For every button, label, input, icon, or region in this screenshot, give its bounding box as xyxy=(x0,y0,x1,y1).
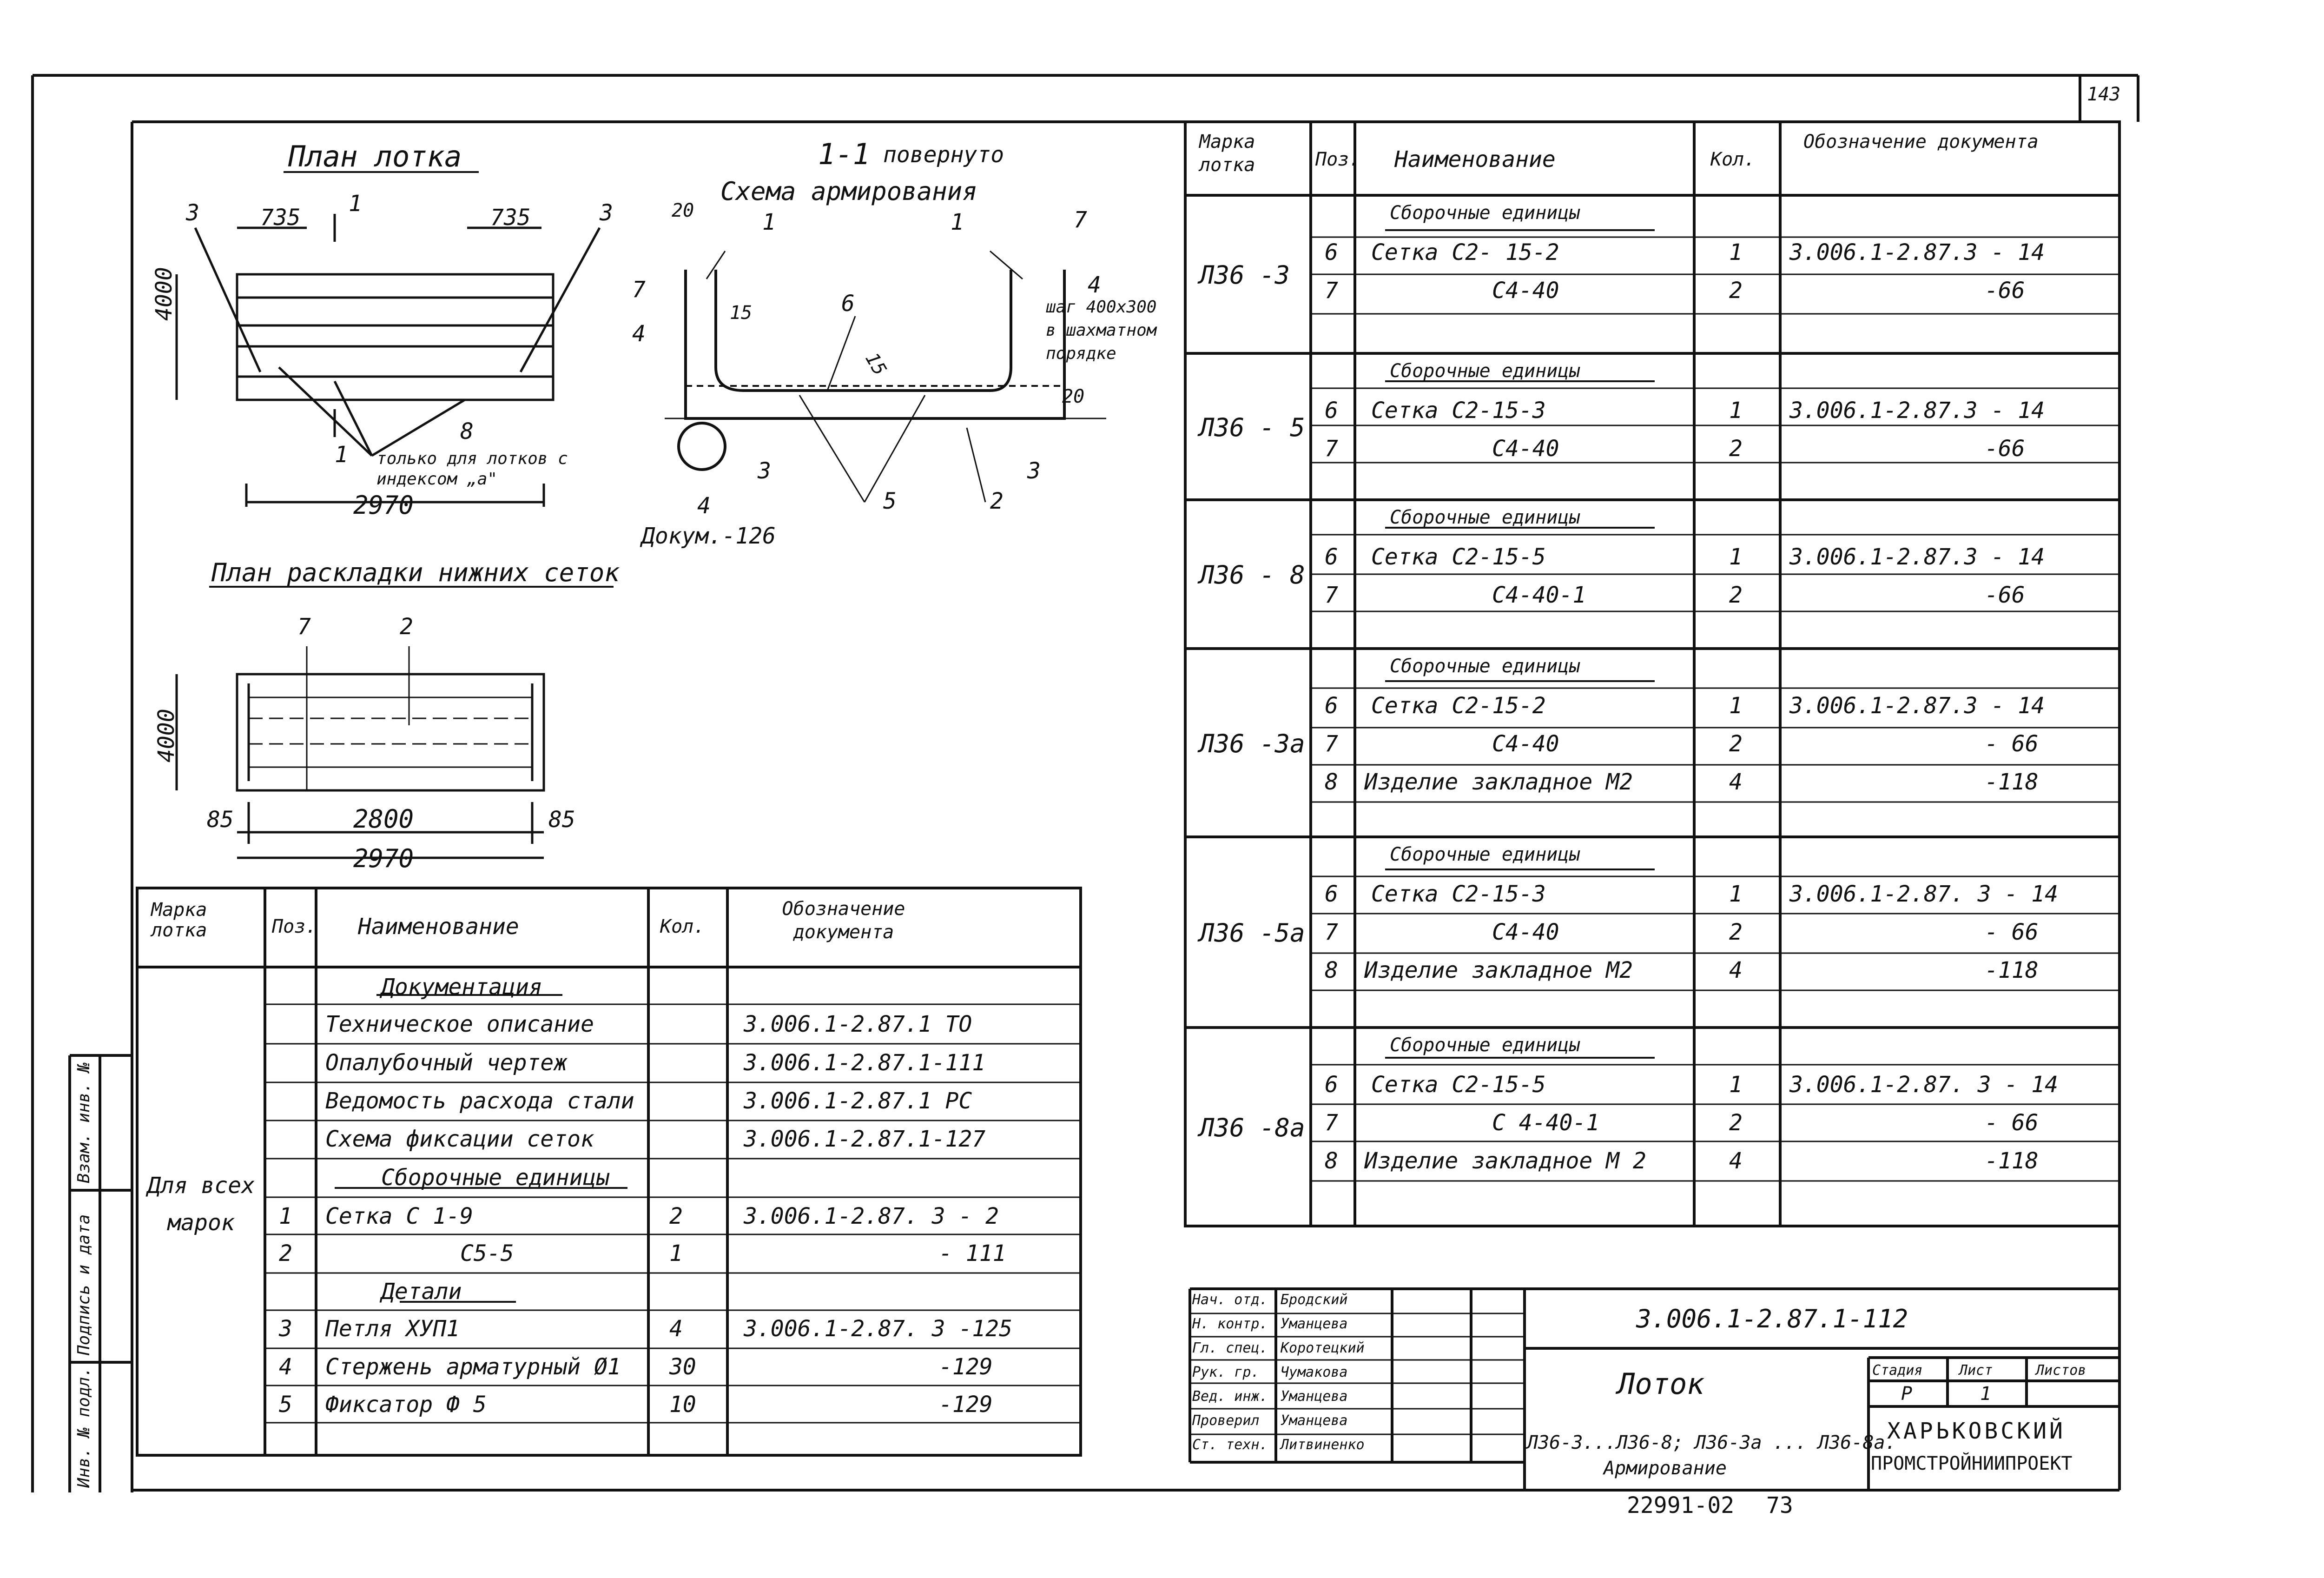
right-row-name: Изделие закладное М2 xyxy=(1364,769,1633,795)
plan-callout-3-right: 3 xyxy=(600,200,613,226)
right-row-doc: - 66 xyxy=(1985,919,2039,945)
right-row-pos: 6 xyxy=(1325,239,1338,265)
right-row-doc: 3.006.1-2.87. 3 - 14 xyxy=(1789,1072,2058,1098)
right-group-mark: Л36 - 8 xyxy=(1199,560,1305,590)
stamp-stage: Р xyxy=(1901,1383,1913,1405)
section-dim-15-mid: 15 xyxy=(861,349,891,379)
right-row-qty: 1 xyxy=(1729,693,1743,719)
left-row-doc: -129 xyxy=(939,1392,993,1418)
right-row-name: С4-40-1 xyxy=(1492,582,1586,608)
right-group-mark: Л36 -8а xyxy=(1199,1113,1305,1142)
right-row-pos: 6 xyxy=(1325,693,1338,719)
plan-callout-3-left: 3 xyxy=(186,200,199,226)
right-row-name: С4-40 xyxy=(1492,919,1559,945)
right-row-qty: 2 xyxy=(1729,731,1743,757)
stamp-person-role: Н. контр. xyxy=(1192,1316,1268,1332)
left-row-name: Опалубочный чертеж xyxy=(325,1050,568,1076)
right-group-mark: Л36 -5а xyxy=(1199,918,1305,948)
left-row-section-heading: Детали xyxy=(381,1279,462,1305)
left-table-header-mark: Марка лотка xyxy=(151,899,207,941)
right-row-pos: 8 xyxy=(1325,1148,1338,1174)
stamp-stage-header: Стадия xyxy=(1872,1362,1923,1379)
stamp-person-name: Уманцева xyxy=(1281,1388,1348,1405)
stamp-person-name: Бродский xyxy=(1281,1292,1348,1308)
plan-dim-735-left: 735 xyxy=(260,205,301,231)
stamp-person-role: Рук. гр. xyxy=(1192,1364,1260,1380)
side-stamp-sign: Подпись и дата xyxy=(74,1214,93,1355)
plan-dim-735-right: 735 xyxy=(490,205,531,231)
left-row-doc: 3.006.1-2.87.1-127 xyxy=(744,1126,986,1152)
layout-dim-2970: 2970 xyxy=(353,844,414,873)
right-row-pos: 7 xyxy=(1325,278,1338,304)
left-row-name: Петля ХУП1 xyxy=(325,1316,460,1342)
plan-cut-mark-top: 1 xyxy=(349,191,362,217)
right-group-subheading: Сборочные единицы xyxy=(1390,360,1580,382)
stamp-title: Лоток xyxy=(1618,1367,1704,1401)
right-row-name: Сетка С2-15-5 xyxy=(1371,544,1546,570)
layout-title: План раскладки нижних сеток xyxy=(211,558,620,587)
section-callout-7-left: 7 xyxy=(632,277,646,303)
right-row-doc: - 66 xyxy=(1985,731,2039,757)
right-row-name: Сетка С2-15-3 xyxy=(1371,398,1546,424)
right-row-name: С4-40 xyxy=(1492,436,1559,462)
left-row-name: Стержень арматурный Ø1 xyxy=(325,1354,621,1380)
stamp-person-name: Уманцева xyxy=(1281,1316,1348,1332)
right-table-header-doc: Обозначение документа xyxy=(1803,131,2039,152)
stamp-person-role: Вед. инж. xyxy=(1192,1388,1268,1405)
right-row-qty: 4 xyxy=(1729,769,1743,795)
left-row-pos: 5 xyxy=(279,1392,292,1418)
section-callout-4-left: 4 xyxy=(632,321,646,347)
right-row-pos: 8 xyxy=(1325,769,1338,795)
layout-callout-2: 2 xyxy=(400,614,413,640)
section-callout-3-left: 3 xyxy=(758,458,771,484)
right-row-qty: 4 xyxy=(1729,1148,1743,1174)
right-row-doc: 3.006.1-2.87.3 - 14 xyxy=(1789,693,2045,719)
section-title-rotated: повернуто xyxy=(883,142,1004,168)
right-row-doc: -66 xyxy=(1985,436,2025,462)
stamp-sheet-header: Лист xyxy=(1959,1362,1993,1379)
stamp-subtitle-reinforcement: Армирование xyxy=(1604,1458,1727,1479)
layout-dim-4000: 4000 xyxy=(153,709,179,762)
left-row-doc: 3.006.1-2.87.1-111 xyxy=(744,1050,986,1076)
section-callout-1-right: 1 xyxy=(951,209,964,235)
right-group-mark: Л36 -3а xyxy=(1199,729,1305,758)
stamp-person-role: Гл. спец. xyxy=(1192,1340,1268,1356)
right-row-qty: 2 xyxy=(1729,1110,1743,1136)
left-row-doc: -129 xyxy=(939,1354,993,1380)
right-group-subheading: Сборочные единицы xyxy=(1390,202,1580,224)
footer-number: 22991-02 xyxy=(1627,1492,1735,1518)
section-title-number: 1-1 xyxy=(818,137,870,171)
section-callout-3-right: 3 xyxy=(1027,458,1041,484)
stamp-subtitle-marks: Л36-3...Л36-8; Л36-3а ... Л36-8а. xyxy=(1527,1432,1896,1453)
sheet-number: 143 xyxy=(2087,84,2121,105)
left-row-doc: - 111 xyxy=(939,1240,1006,1266)
stamp-person-name: Уманцева xyxy=(1281,1412,1348,1429)
side-stamp-inv: Инв. № подл. xyxy=(74,1366,93,1488)
left-table-group-all: Для всех марок xyxy=(147,1173,255,1236)
section-step-note-3: порядке xyxy=(1046,344,1116,363)
left-row-doc: 3.006.1-2.87.1 РС xyxy=(744,1088,972,1114)
left-table-header-doc: Обозначение документа xyxy=(782,898,905,943)
left-row-pos: 4 xyxy=(279,1354,292,1380)
right-row-pos: 6 xyxy=(1325,544,1338,570)
left-row-name: Схема фиксации сеток xyxy=(325,1126,594,1152)
section-title-scheme: Схема армирования xyxy=(720,177,977,206)
section-step-note-2: в шахматном xyxy=(1046,321,1157,340)
right-row-doc: 3.006.1-2.87.3 - 14 xyxy=(1789,398,2045,424)
right-row-pos: 6 xyxy=(1325,398,1338,424)
right-row-name: Сетка С2-15-3 xyxy=(1371,881,1546,907)
left-row-pos: 2 xyxy=(279,1240,292,1266)
stamp-person-role: Нач. отд. xyxy=(1192,1292,1268,1308)
stamp-sheets-header: Листов xyxy=(2036,1362,2086,1379)
plan-dim-2970: 2970 xyxy=(353,491,414,520)
stamp-org-2: ПРОМСТРОЙНИИПРОЕКТ xyxy=(1871,1453,2073,1474)
stamp-person-name: Коротецкий xyxy=(1281,1340,1365,1356)
footer-page: 73 xyxy=(1766,1492,1793,1518)
side-stamp-replace: Взам. инв. № xyxy=(74,1062,93,1183)
left-row-doc: 3.006.1-2.87. 3 -125 xyxy=(744,1316,1012,1342)
right-row-pos: 7 xyxy=(1325,582,1338,608)
left-row-qty: 10 xyxy=(669,1392,696,1418)
right-row-doc: -118 xyxy=(1985,769,2039,795)
right-row-name: С4-40 xyxy=(1492,731,1559,757)
stamp-code: 3.006.1-2.87.1-112 xyxy=(1636,1304,1908,1333)
left-row-qty: 2 xyxy=(669,1203,683,1229)
left-row-section-heading: Сборочные единицы xyxy=(381,1165,610,1191)
right-row-doc: -66 xyxy=(1985,582,2025,608)
left-row-name: Ведомость расхода стали xyxy=(325,1088,634,1114)
left-table-header-name: Наименование xyxy=(358,914,519,940)
right-group-subheading: Сборочные единицы xyxy=(1390,656,1580,677)
right-row-qty: 2 xyxy=(1729,436,1743,462)
right-table-header-name: Наименование xyxy=(1394,146,1556,172)
right-row-qty: 1 xyxy=(1729,1072,1743,1098)
right-row-qty: 2 xyxy=(1729,919,1743,945)
right-row-doc: -66 xyxy=(1985,278,2025,304)
right-row-qty: 1 xyxy=(1729,544,1743,570)
left-row-doc: 3.006.1-2.87.1 ТО xyxy=(744,1011,972,1037)
section-dim-20-top: 20 xyxy=(672,200,694,221)
section-callout-7-right: 7 xyxy=(1074,207,1087,233)
left-row-pos: 3 xyxy=(279,1316,292,1342)
stamp-person-role: Ст. техн. xyxy=(1192,1437,1268,1453)
right-row-doc: - 66 xyxy=(1985,1110,2039,1136)
left-row-name: Сетка С 1-9 xyxy=(325,1203,473,1229)
right-row-name: Сетка С2- 15-2 xyxy=(1371,239,1559,265)
section-callout-4-bottom: 4 xyxy=(697,493,711,519)
right-row-name: Изделие закладное М2 xyxy=(1364,957,1633,983)
stamp-person-role: Проверил xyxy=(1192,1412,1260,1429)
right-row-pos: 7 xyxy=(1325,919,1338,945)
right-row-qty: 1 xyxy=(1729,881,1743,907)
section-callout-1-left: 1 xyxy=(762,209,776,235)
right-row-pos: 7 xyxy=(1325,731,1338,757)
right-table-header-mark: Марка лотка xyxy=(1199,131,1255,176)
left-row-section-heading: Документация xyxy=(381,974,542,1000)
left-row-name: Фиксатор Ф 5 xyxy=(325,1392,487,1418)
right-group-subheading: Сборочные единицы xyxy=(1390,1034,1580,1056)
left-row-name: Техническое описание xyxy=(325,1011,594,1037)
left-row-qty: 30 xyxy=(669,1354,696,1380)
right-row-name: Сетка С2-15-5 xyxy=(1371,1072,1546,1098)
section-dim-15-left: 15 xyxy=(730,302,753,324)
right-row-pos: 7 xyxy=(1325,1110,1338,1136)
layout-dim-2800: 2800 xyxy=(353,804,414,834)
stamp-sheet: 1 xyxy=(1980,1383,1992,1405)
section-dim-20-right: 20 xyxy=(1062,386,1085,407)
right-row-name: С 4-40-1 xyxy=(1492,1110,1600,1136)
right-table-header-qty: Кол. xyxy=(1710,149,1756,170)
layout-dim-85-right: 85 xyxy=(548,807,575,833)
right-row-qty: 2 xyxy=(1729,582,1743,608)
right-row-doc: -118 xyxy=(1985,1148,2039,1174)
section-step-note-1: шаг 400х300 xyxy=(1046,298,1157,317)
left-row-name: С5-5 xyxy=(460,1240,514,1266)
right-group-subheading: Сборочные единицы xyxy=(1390,507,1580,528)
right-row-pos: 6 xyxy=(1325,1072,1338,1098)
right-row-name: С4-40 xyxy=(1492,278,1559,304)
plan-note: только для лотков с индексом „а" xyxy=(376,449,568,489)
layout-callout-7: 7 xyxy=(297,614,311,640)
section-callout-5: 5 xyxy=(883,488,897,514)
left-row-qty: 4 xyxy=(669,1316,683,1342)
right-row-qty: 2 xyxy=(1729,278,1743,304)
right-row-qty: 4 xyxy=(1729,957,1743,983)
plan-title: План лотка xyxy=(288,139,462,173)
right-group-mark: Л36 - 5 xyxy=(1199,412,1305,442)
plan-callout-8: 8 xyxy=(460,418,474,444)
right-group-subheading: Сборочные единицы xyxy=(1390,844,1580,865)
right-group-mark: Л36 -3 xyxy=(1199,260,1290,290)
right-row-pos: 8 xyxy=(1325,957,1338,983)
right-row-pos: 7 xyxy=(1325,436,1338,462)
left-row-doc: 3.006.1-2.87. 3 - 2 xyxy=(744,1203,999,1229)
plan-dim-4000: 4000 xyxy=(151,267,177,321)
stamp-person-name: Чумакова xyxy=(1281,1364,1348,1380)
right-row-qty: 1 xyxy=(1729,398,1743,424)
right-row-name: Изделие закладное М 2 xyxy=(1364,1148,1646,1174)
left-row-pos: 1 xyxy=(279,1203,292,1229)
right-row-doc: 3.006.1-2.87. 3 - 14 xyxy=(1789,881,2058,907)
stamp-org-1: ХАРЬКОВСКИЙ xyxy=(1887,1418,2066,1444)
layout-dim-85-left: 85 xyxy=(207,807,234,833)
plan-cut-mark-bottom: 1 xyxy=(335,442,348,468)
right-row-doc: -118 xyxy=(1985,957,2039,983)
right-row-name: Сетка С2-15-2 xyxy=(1371,693,1546,719)
section-callout-2: 2 xyxy=(990,488,1004,514)
right-row-doc: 3.006.1-2.87.3 - 14 xyxy=(1789,239,2045,265)
left-row-qty: 1 xyxy=(669,1240,683,1266)
right-table-header-pos: Поз. xyxy=(1315,149,1360,170)
section-callout-4-right: 4 xyxy=(1088,272,1101,298)
right-row-pos: 6 xyxy=(1325,881,1338,907)
left-table-header-qty: Кол. xyxy=(660,916,705,937)
right-row-doc: 3.006.1-2.87.3 - 14 xyxy=(1789,544,2045,570)
section-callout-6: 6 xyxy=(841,291,855,317)
left-table-header-pos: Поз. xyxy=(272,916,317,937)
section-doc-ref: Докум.-126 xyxy=(641,523,776,549)
right-row-qty: 1 xyxy=(1729,239,1743,265)
stamp-person-name: Литвиненко xyxy=(1281,1437,1365,1453)
